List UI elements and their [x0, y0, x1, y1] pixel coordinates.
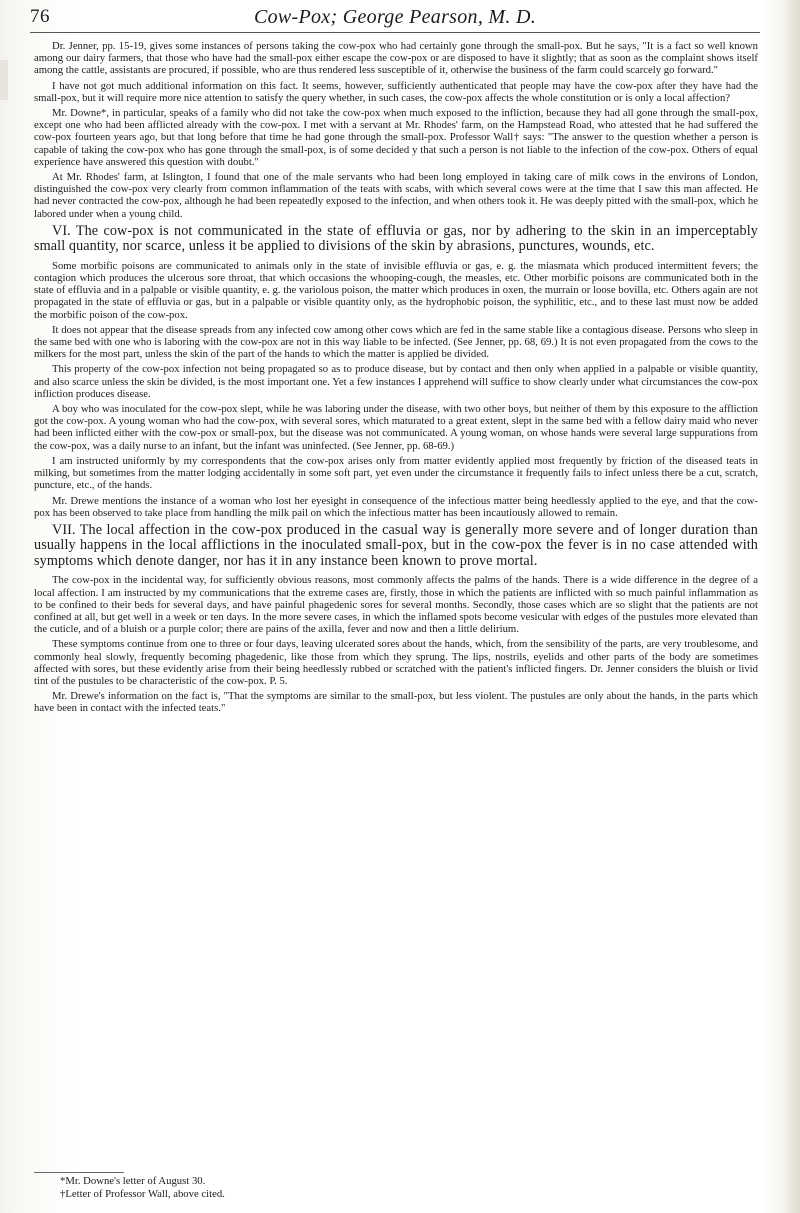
paragraph: I am instructed uniformly by my correspondents that the cow-pox arises only from matter evidently applied most frequently by friction of the diseased teats in milking, but sometimes from the matter lodging accidentally in some soft part, yet even under the circumstance it frequently fails to infect unless there be a cut, scratch, puncture, etc., of the hands.	[34, 454, 758, 492]
footnote-downe: *Mr. Downe's letter of August 30.	[60, 1175, 206, 1187]
page-number: 76	[30, 6, 50, 27]
paragraph: Dr. Jenner, pp. 15-19, gives some instances of persons taking the cow-pox who had certainly gone through the small-pox. But he says, "It is a fact so well known among our dairy farmers, that those who have had the small-pox either escape the cow-pox or are disposed to have it slightly; that as soon as the complaint shows itself among the cattle, assistants are procured, if possible, who are thus rendered less susceptible of it, otherwise the business of the farm could scarcely go forward."	[34, 40, 758, 77]
paragraph: Some morbific poisons are communicated to animals only in the state of invisible effluvia or gas, e. g. the miasmata which produced intermittent fevers; the contagion which produces the ulcerous sore throat, that which occasions the whooping-cough, the measles, etc. Other morbific poisons are communicated both in the state of effluvia and in a palpable or visible quantity, e. g. the variolous poison, the matter which produces in oxen, the murrain or loose bovilla, etc. Others again are not propagated in the state of effluvia or gas, but in a palpable or visible quantity only, as the hydrophobic poison, the syphilitic, etc., and to these last must now be added the morbific poison of the cow-pox.	[34, 259, 758, 321]
section-heading: VI. The cow-pox is not communicated in the state of effluvia or gas, nor by adhering to the skin in an imperceptably small quantity, nor scarce, unless it be applied to divisions of the skin by abrasions, punctures, wounds, etc.	[34, 222, 758, 255]
paragraph: The cow-pox in the incidental way, for sufficiently obvious reasons, most commonly affects the palms of the hands. There is a wide difference in the degree of a local affection. I am instructed by my communications that the extreme cases are, firstly, those in which the patients are inflicted with so much painful inflammation as to be confined to their beds for several days, and have painful phagedenic sores for several months. Secondly, those cases which are so slight that the patients are not confined at all, but get well in a week or ten days. In the more severe cases, in which the inflamed spots become vesicular with edges of the pustules more elevated than the cuticle, and of a bluish or a purple color; there are pains of the axilla, fever and now and then a little delirium.	[34, 574, 758, 636]
paragraph: At Mr. Rhodes' farm, at Islington, I found that one of the male servants who had been long employed in taking care of milk cows in the environs of London, distinguished the cow-pox very clearly from common inflammation of the teats with scabs, with which several cows were at the time that I saw this man affected. He had never contracted the cow-pox, although he had been repeatedly exposed to the infection, and when others took it. He was deeply pitted with the small-pox, which he labored under when a young child.	[34, 171, 758, 220]
paragraph: A boy who was inoculated for the cow-pox slept, while he was laboring under the disease, with two other boys, but neither of them by this exposure to the affliction got the cow-pox. A young woman who had the cow-pox, with several sores, which maturated to a great extent, slept in the same bed with a fellow dairy maid who never had been inflicted either with the cow-pox or small-pox, but the disease was not communicated. A young woman, on whose hands were several large suppurations from the cow-pox, was a daily nurse to an infant, but the infant was uninfected. (See Jenner, pp. 68-69.)	[34, 403, 758, 452]
header-rule	[30, 32, 760, 33]
page-edge-shadow	[782, 0, 800, 1213]
paragraph: Mr. Drewe's information on the fact is, "That the symptoms are similar to the small-pox, but less violent. The pustules are only about the hands, in the parts which have been in contact with the infected teats."	[34, 690, 758, 715]
running-title: Cow-Pox; George Pearson, M. D.	[253, 6, 537, 28]
footnote-rule	[34, 1172, 124, 1173]
body-text	[34, 40, 758, 718]
paragraph: Mr. Drewe mentions the instance of a woman who lost her eyesight in consequence of the infectious matter being heedlessly applied to the eye, and that the cow-pox has been observed to take place from handling the milk pail on which the infectious matter has been incautiously allowed to remain.	[34, 494, 758, 519]
paragraph: I have not got much additional information on this fact. It seems, however, sufficiently authenticated that people may have the cow-pox after they have had the small-pox, but it will require more nice attention to satisfy the query whether, in such cases, the cow-pox affects the whole constitution or is only a local affection?	[34, 79, 758, 104]
paragraph: These symptoms continue from one to three or four days, leaving ulcerated sores about the hands, which, from the sensibility of the parts, are very troublesome, and commonly heal slowly, frequently becoming phagedenic, like those from which they sprung. The lips, nostrils, eyelids and other parts of the body are sometimes affected with sores, but these evidently arise from their being heedlessly rubbed or scratched with the patient's inflicted fingers. Dr. Jenner considers the bluish or livid tint of the pustules to be characteristic of the cow-pox. P. 5.	[34, 638, 758, 688]
footnotes	[34, 1172, 534, 1200]
footnote-wall: †Letter of Professor Wall, above cited.	[60, 1187, 225, 1200]
paragraph: Mr. Downe*, in particular, speaks of a family who did not take the cow-pox when much exposed to the infliction, because they had all gone through the small-pox, except one who had been afflicted already with the cow-pox. I met with a servant at Mr. Rhodes' farm, on the Hampstead Road, who attested that he had suffered the cow-pox fourteen years ago, but that long before that time he had gone through the small-pox. Professor Wall† says: "The answer to the question whether a person is capable of taking the cow-pox who has gone through the small-pox, is of some decided y that such a person is not liable to the infection of the cow-pox. Others of equal experience have answered this question with doubt."	[34, 107, 758, 168]
paragraph: It does not appear that the disease spreads from any infected cow among other cows which are fed in the same stable like a contagious disease. Persons who sleep in the same bed with one who is laboring with the cow-pox are not in this way liable to be infected. (See Jenner, pp. 68, 69.) It is not even propagated from the cows to the milkers for the most part, unless the skin of the part of the hands to which the matter is applied be divided.	[34, 323, 758, 361]
section-heading: VII. The local affection in the cow-pox produced in the casual way is generally more severe and of longer duration than usually happens in the local afflictions in the inoculated small-pox, but in the cow-pox the fever is in no case attended with symptoms which denote danger, nor has it in any instance been known to prove mortal.	[34, 521, 758, 569]
paragraph: This property of the cow-pox infection not being propagated so as to produce disease, but by contact and then only when applied in a palpable or visible quantity, and also scarce unless the skin be divided, is the most important one. Yet a few instances I apprehend will suffice to show clearly under what circumstances the cow-pox infliction produces disease.	[34, 363, 758, 400]
page-stain	[0, 60, 8, 100]
